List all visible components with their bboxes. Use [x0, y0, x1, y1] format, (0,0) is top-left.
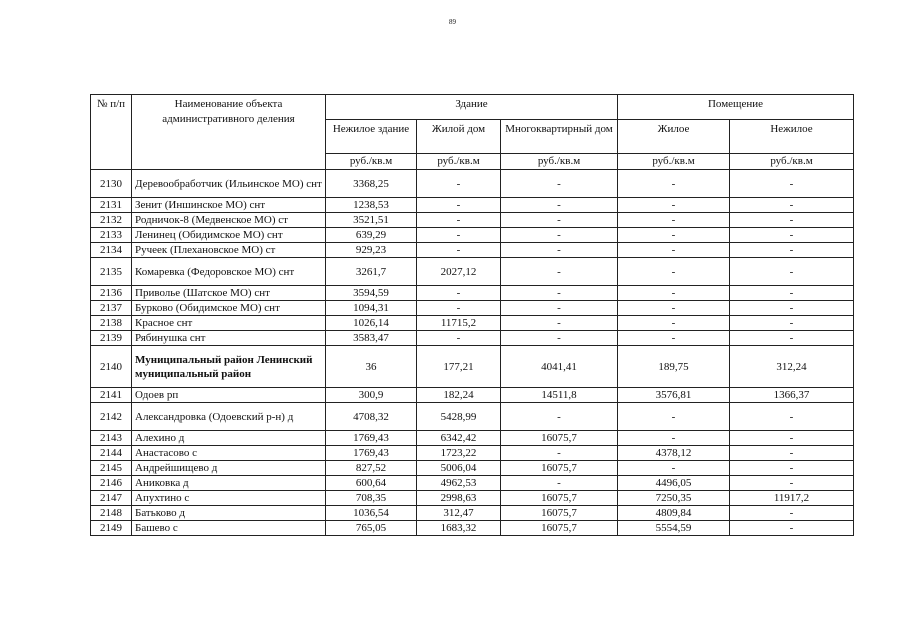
header-residential-house: Жилой дом — [417, 120, 501, 154]
row-number: 2143 — [91, 431, 132, 446]
residential-house-price: 2027,12 — [417, 258, 501, 286]
object-name: Зенит (Иншинское МО) снт — [132, 198, 326, 213]
row-number: 2139 — [91, 331, 132, 346]
table-row — [91, 170, 854, 198]
nonres-premises-price: - — [730, 170, 854, 198]
object-name: Апухтино с — [132, 491, 326, 506]
object-name: Одоев рп — [132, 388, 326, 403]
apartment-building-price: - — [501, 403, 618, 431]
object-name: Рябинушка снт — [132, 331, 326, 346]
nonres-premises-price: - — [730, 403, 854, 431]
residential-premises-price: 4496,05 — [618, 476, 730, 491]
nonres-building-price: 1769,43 — [326, 431, 417, 446]
row-number: 2144 — [91, 446, 132, 461]
residential-house-price: 11715,2 — [417, 316, 501, 331]
object-name: Александровка (Одоевский р-н) д — [132, 403, 326, 431]
nonres-premises-price: - — [730, 228, 854, 243]
residential-house-price: - — [417, 213, 501, 228]
table-row — [91, 446, 854, 461]
table-row — [91, 491, 854, 506]
nonres-building-price: 639,29 — [326, 228, 417, 243]
row-number: 2142 — [91, 403, 132, 431]
apartment-building-price: 16075,7 — [501, 521, 618, 536]
table-row — [91, 228, 854, 243]
header-nonres-building: Нежилое здание — [326, 120, 417, 154]
header-residential-premises: Жилое — [618, 120, 730, 154]
residential-premises-price: - — [618, 228, 730, 243]
apartment-building-price: 14511,8 — [501, 388, 618, 403]
residential-house-price: 1683,32 — [417, 521, 501, 536]
nonres-building-price: 827,52 — [326, 461, 417, 476]
row-number: 2131 — [91, 198, 132, 213]
nonres-premises-price: - — [730, 198, 854, 213]
header-unit: руб./кв.м — [501, 154, 618, 170]
residential-premises-price: - — [618, 316, 730, 331]
object-name: Андрейшищево д — [132, 461, 326, 476]
nonres-premises-price: - — [730, 331, 854, 346]
residential-premises-price: 7250,35 — [618, 491, 730, 506]
row-number: 2147 — [91, 491, 132, 506]
table-row — [91, 388, 854, 403]
residential-house-price: - — [417, 331, 501, 346]
nonres-building-price: 36 — [326, 346, 417, 388]
header-name: Наименование объекта административного деления — [132, 95, 326, 170]
residential-house-price: - — [417, 198, 501, 213]
residential-house-price: 5006,04 — [417, 461, 501, 476]
row-number: 2132 — [91, 213, 132, 228]
nonres-building-price: 3594,59 — [326, 286, 417, 301]
residential-house-price: 1723,22 — [417, 446, 501, 461]
residential-house-price: 6342,42 — [417, 431, 501, 446]
residential-house-price: 182,24 — [417, 388, 501, 403]
header-unit: руб./кв.м — [326, 154, 417, 170]
nonres-premises-price: - — [730, 258, 854, 286]
table-row — [91, 506, 854, 521]
residential-house-price: - — [417, 243, 501, 258]
apartment-building-price: - — [501, 446, 618, 461]
residential-premises-price: - — [618, 403, 730, 431]
residential-premises-price: 4378,12 — [618, 446, 730, 461]
apartment-building-price: - — [501, 213, 618, 228]
row-number: 2141 — [91, 388, 132, 403]
nonres-premises-price: - — [730, 301, 854, 316]
apartment-building-price: - — [501, 243, 618, 258]
nonres-premises-price: - — [730, 446, 854, 461]
nonres-building-price: 1036,54 — [326, 506, 417, 521]
table-row — [91, 243, 854, 258]
page-number: 89 — [449, 18, 456, 26]
header-apartment-building: Многоквартирный дом — [501, 120, 618, 154]
object-name: Муниципальный район Ленинский муниципальный район — [132, 346, 326, 388]
residential-house-price: - — [417, 286, 501, 301]
nonres-building-price: 300,9 — [326, 388, 417, 403]
object-name: Ленинец (Обидимское МО) снт — [132, 228, 326, 243]
table-row — [91, 286, 854, 301]
row-number: 2130 — [91, 170, 132, 198]
nonres-building-price: 1026,14 — [326, 316, 417, 331]
apartment-building-price: - — [501, 331, 618, 346]
row-number: 2138 — [91, 316, 132, 331]
header-unit: руб./кв.м — [618, 154, 730, 170]
header-unit: руб./кв.м — [730, 154, 854, 170]
object-name: Комаревка (Федоровское МО) снт — [132, 258, 326, 286]
nonres-building-price: 600,64 — [326, 476, 417, 491]
table-row — [91, 316, 854, 331]
residential-house-price: 4962,53 — [417, 476, 501, 491]
object-name: Бурково (Обидимское МО) снт — [132, 301, 326, 316]
row-number: 2136 — [91, 286, 132, 301]
residential-house-price: 177,21 — [417, 346, 501, 388]
residential-house-price: 312,47 — [417, 506, 501, 521]
object-name: Анастасово с — [132, 446, 326, 461]
nonres-premises-price: - — [730, 521, 854, 536]
object-name: Родничок-8 (Медвенское МО) ст — [132, 213, 326, 228]
nonres-building-price: 3368,25 — [326, 170, 417, 198]
residential-premises-price: - — [618, 461, 730, 476]
object-name: Приволье (Шатское МО) снт — [132, 286, 326, 301]
nonres-building-price: 1094,31 — [326, 301, 417, 316]
apartment-building-price: - — [501, 198, 618, 213]
residential-premises-price: 3576,81 — [618, 388, 730, 403]
apartment-building-price: - — [501, 476, 618, 491]
object-name: Красное снт — [132, 316, 326, 331]
apartment-building-price: - — [501, 170, 618, 198]
residential-premises-price: - — [618, 301, 730, 316]
residential-premises-price: - — [618, 198, 730, 213]
nonres-building-price: 929,23 — [326, 243, 417, 258]
table-row — [91, 258, 854, 286]
residential-premises-price: - — [618, 286, 730, 301]
residential-premises-price: - — [618, 213, 730, 228]
row-number: 2133 — [91, 228, 132, 243]
object-name: Аниковка д — [132, 476, 326, 491]
object-name: Башево с — [132, 521, 326, 536]
row-number: 2149 — [91, 521, 132, 536]
row-number: 2148 — [91, 506, 132, 521]
apartment-building-price: - — [501, 228, 618, 243]
table-row — [91, 431, 854, 446]
residential-premises-price: 5554,59 — [618, 521, 730, 536]
nonres-premises-price: - — [730, 286, 854, 301]
nonres-building-price: 3583,47 — [326, 331, 417, 346]
apartment-building-price: 4041,41 — [501, 346, 618, 388]
nonres-building-price: 1238,53 — [326, 198, 417, 213]
table-row — [91, 403, 854, 431]
price-table — [90, 94, 854, 536]
table-row — [91, 476, 854, 491]
apartment-building-price: - — [501, 316, 618, 331]
object-name: Ручеек (Плехановское МО) ст — [132, 243, 326, 258]
nonres-building-price: 708,35 — [326, 491, 417, 506]
header-group-premises: Помещение — [618, 95, 854, 120]
residential-premises-price: - — [618, 331, 730, 346]
residential-house-price: - — [417, 170, 501, 198]
header-no: № п/п — [91, 95, 132, 170]
residential-premises-price: 4809,84 — [618, 506, 730, 521]
apartment-building-price: - — [501, 286, 618, 301]
nonres-premises-price: - — [730, 243, 854, 258]
residential-house-price: 2998,63 — [417, 491, 501, 506]
nonres-building-price: 3521,51 — [326, 213, 417, 228]
nonres-premises-price: - — [730, 213, 854, 228]
nonres-building-price: 765,05 — [326, 521, 417, 536]
residential-house-price: - — [417, 301, 501, 316]
object-name: Алехино д — [132, 431, 326, 446]
row-number: 2146 — [91, 476, 132, 491]
apartment-building-price: 16075,7 — [501, 506, 618, 521]
apartment-building-price: - — [501, 301, 618, 316]
nonres-premises-price: - — [730, 431, 854, 446]
nonres-building-price: 3261,7 — [326, 258, 417, 286]
table-row — [91, 521, 854, 536]
residential-premises-price: 189,75 — [618, 346, 730, 388]
table-row — [91, 461, 854, 476]
row-number: 2140 — [91, 346, 132, 388]
residential-house-price: - — [417, 228, 501, 243]
row-number: 2137 — [91, 301, 132, 316]
table-row — [91, 213, 854, 228]
residential-premises-price: - — [618, 170, 730, 198]
apartment-building-price: 16075,7 — [501, 491, 618, 506]
table-row — [91, 346, 854, 388]
apartment-building-price: - — [501, 258, 618, 286]
table-row — [91, 331, 854, 346]
apartment-building-price: 16075,7 — [501, 461, 618, 476]
nonres-premises-price: - — [730, 506, 854, 521]
residential-premises-price: - — [618, 431, 730, 446]
row-number: 2135 — [91, 258, 132, 286]
nonres-premises-price: 11917,2 — [730, 491, 854, 506]
header-group-building: Здание — [326, 95, 618, 120]
nonres-building-price: 4708,32 — [326, 403, 417, 431]
nonres-premises-price: - — [730, 476, 854, 491]
nonres-premises-price: - — [730, 461, 854, 476]
residential-house-price: 5428,99 — [417, 403, 501, 431]
row-number: 2134 — [91, 243, 132, 258]
nonres-premises-price: 312,24 — [730, 346, 854, 388]
nonres-premises-price: 1366,37 — [730, 388, 854, 403]
object-name: Деревообработчик (Ильинское МО) снт — [132, 170, 326, 198]
row-number: 2145 — [91, 461, 132, 476]
table-row — [91, 198, 854, 213]
header-unit: руб./кв.м — [417, 154, 501, 170]
residential-premises-price: - — [618, 258, 730, 286]
table-body — [91, 170, 854, 536]
nonres-building-price: 1769,43 — [326, 446, 417, 461]
table-row — [91, 301, 854, 316]
nonres-premises-price: - — [730, 316, 854, 331]
apartment-building-price: 16075,7 — [501, 431, 618, 446]
header-nonres-premises: Нежилое — [730, 120, 854, 154]
residential-premises-price: - — [618, 243, 730, 258]
object-name: Батьково д — [132, 506, 326, 521]
